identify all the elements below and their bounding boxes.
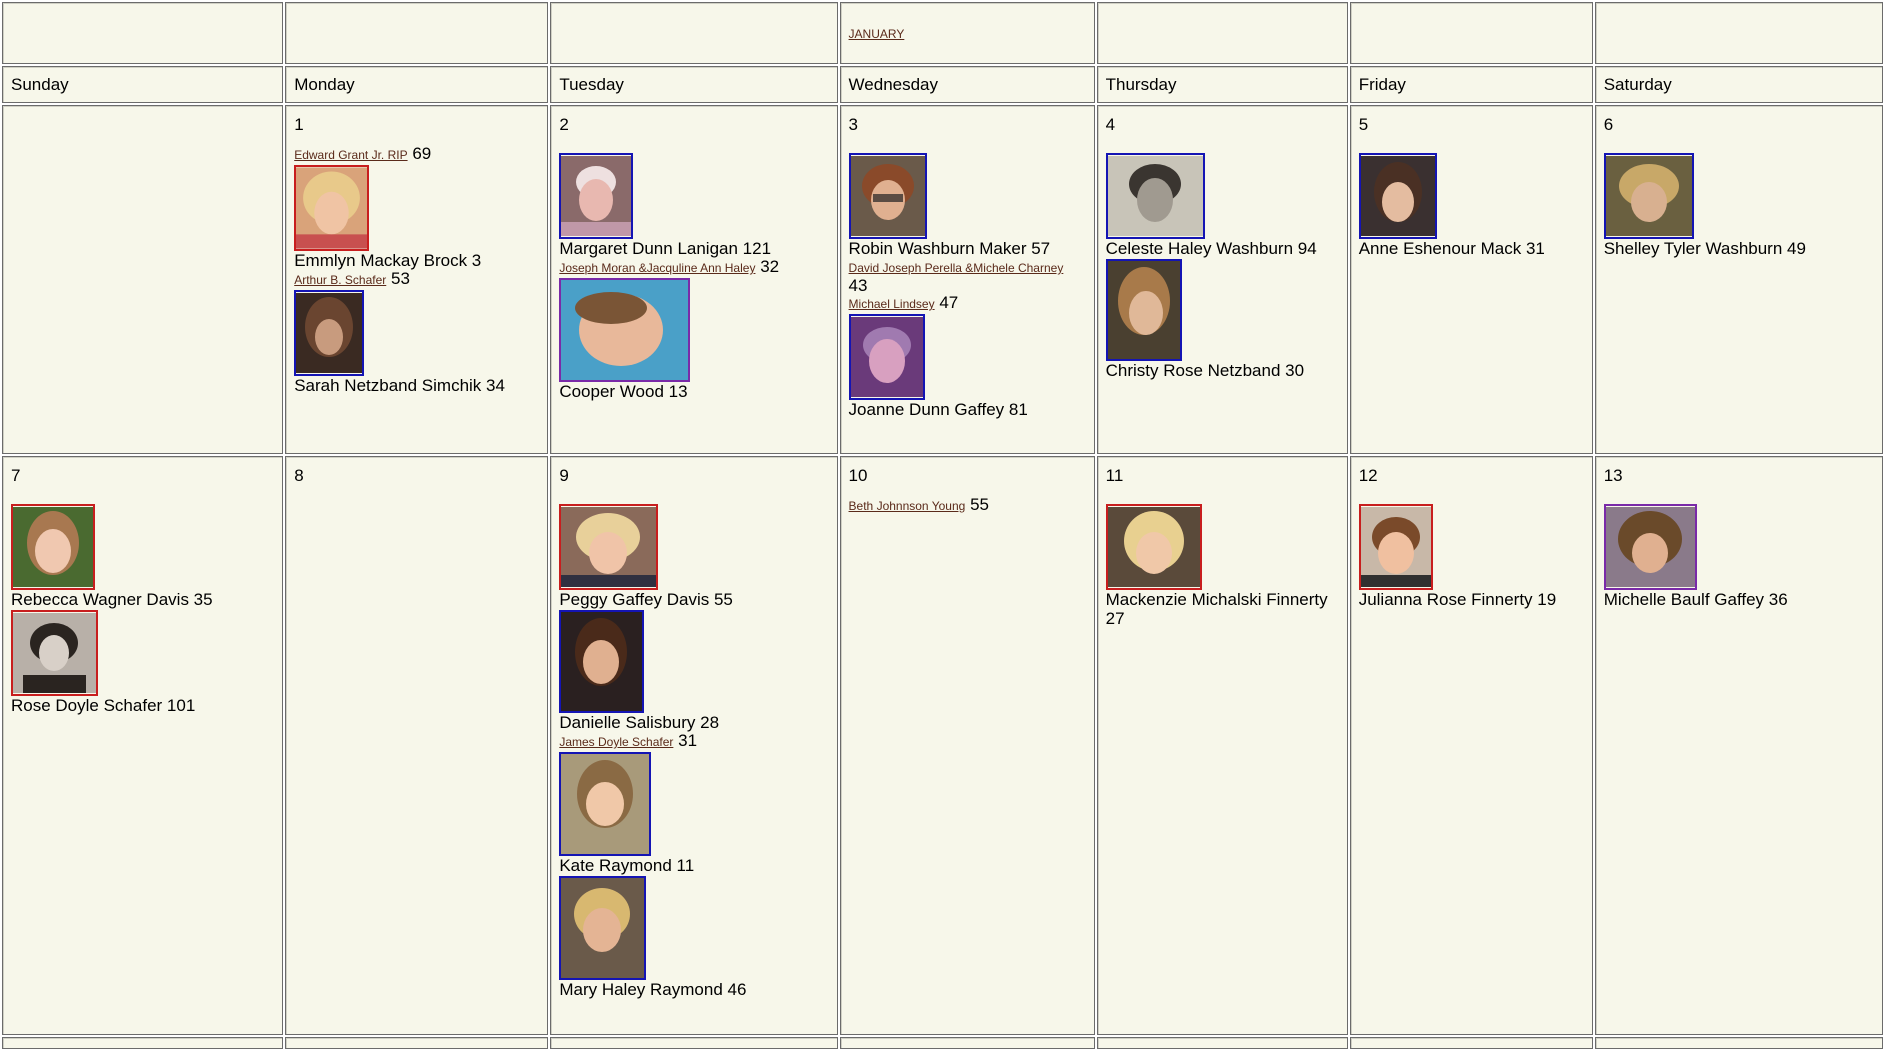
portrait-image (296, 167, 367, 249)
person-name: Danielle Salisbury 28 (559, 713, 720, 732)
portrait-image (13, 612, 96, 694)
portrait-image (851, 155, 925, 237)
day-number: 5 (1358, 115, 1369, 134)
month-link[interactable]: JANUARY (848, 26, 905, 41)
portrait-image (561, 280, 688, 380)
weekday-thursday: Thursday (1097, 66, 1348, 103)
day-cell-2 (550, 105, 837, 454)
person-name: Julianna Rose Finnerty 19 (1358, 590, 1557, 609)
person-photo[interactable] (1106, 153, 1205, 239)
day-number: 13 (1603, 466, 1623, 485)
portrait-image (561, 506, 656, 588)
age: 55 (970, 495, 989, 514)
birthday-link-entry (294, 145, 539, 164)
header-cell-empty (550, 2, 837, 64)
person-photo[interactable] (559, 876, 646, 980)
age: 32 (760, 257, 780, 276)
person-name: Mary Haley Raymond 46 (559, 980, 747, 999)
person-photo[interactable] (1359, 153, 1437, 239)
portrait-image (1606, 506, 1695, 588)
day-cell-4 (1097, 105, 1348, 454)
portrait-image (561, 754, 649, 854)
age: 53 (390, 269, 410, 288)
person-link[interactable]: Michael Lindsey (848, 297, 935, 311)
person-photo[interactable] (559, 153, 633, 239)
person-link[interactable]: Beth Johnnson Young (848, 499, 966, 513)
portrait-image (1108, 506, 1200, 588)
person-link[interactable]: Arthur B. Schafer (294, 273, 387, 287)
day-number: 7 (11, 466, 21, 485)
birthday-link-entry (559, 258, 828, 277)
portrait-image (1108, 155, 1203, 237)
header-cell-empty (1350, 2, 1593, 64)
person-link[interactable]: James Doyle Schafer (559, 735, 674, 749)
weekday-row (2, 66, 1883, 103)
day-number: 6 (1603, 115, 1614, 134)
person-photo[interactable] (11, 610, 98, 696)
week-row (2, 456, 1883, 1035)
person-link[interactable]: David Joseph Perella &Michele Charney (848, 261, 1064, 275)
portrait-image (1361, 506, 1431, 588)
person-name: Christy Rose Netzband 30 (1105, 361, 1305, 380)
birthday-link-entry (849, 496, 1086, 515)
age: 43 (848, 276, 868, 295)
person-name: Kate Raymond 11 (559, 856, 695, 875)
age: 69 (412, 144, 432, 163)
day-cell-partial (285, 1037, 548, 1049)
day-cell-partial (840, 1037, 1095, 1049)
day-number: 4 (1105, 115, 1116, 134)
person-photo[interactable] (849, 314, 925, 400)
person-photo[interactable] (1604, 153, 1694, 239)
day-number: 9 (559, 466, 569, 485)
day-cell-10 (840, 456, 1095, 1035)
day-number: 1 (294, 115, 304, 134)
day-number: 2 (559, 115, 569, 134)
person-photo[interactable] (294, 165, 369, 251)
header-cell-empty (1595, 2, 1883, 64)
day-cell-3 (840, 105, 1095, 454)
person-name: Robin Washburn Maker 57 (848, 239, 1051, 258)
person-link[interactable]: Joseph Moran &Jacquline Ann Haley (559, 261, 756, 275)
age: 47 (939, 293, 959, 312)
weekday-saturday: Saturday (1595, 66, 1883, 103)
portrait-image (296, 292, 362, 374)
week-row (2, 105, 1883, 454)
day-cell-11 (1097, 456, 1348, 1035)
person-photo[interactable] (559, 752, 651, 856)
person-name: Margaret Dunn Lanigan 121 (559, 239, 772, 258)
day-number: 10 (848, 466, 868, 485)
person-name: Michelle Baulf Gaffey 36 (1603, 590, 1788, 609)
weekday-tuesday: Tuesday (550, 66, 837, 103)
age: 31 (678, 731, 698, 750)
person-name: Rebecca Wagner Davis 35 (11, 590, 213, 609)
portrait-image (1361, 155, 1435, 237)
day-cell-5 (1350, 105, 1593, 454)
birthday-link-entry (294, 270, 539, 289)
birthday-link-entry (559, 732, 828, 751)
weekday-monday: Monday (285, 66, 548, 103)
portrait-image (561, 878, 644, 978)
month-header-row (2, 2, 1883, 64)
portrait-image (851, 316, 923, 398)
day-number: 3 (848, 115, 859, 134)
day-cell-partial (550, 1037, 837, 1049)
day-number: 8 (294, 466, 304, 485)
person-photo[interactable] (1106, 259, 1182, 361)
month-title-cell (840, 2, 1095, 64)
person-name: Celeste Haley Washburn 94 (1105, 239, 1317, 258)
birthday-link-entry (849, 294, 1086, 313)
person-name: Shelley Tyler Washburn 49 (1603, 239, 1806, 258)
day-cell-partial (2, 1037, 283, 1049)
portrait-image (1108, 261, 1180, 359)
day-cell-6 (1595, 105, 1883, 454)
person-name: Sarah Netzband Simchik 34 (294, 376, 505, 395)
person-name: Cooper Wood 13 (559, 382, 688, 401)
person-link[interactable]: Edward Grant Jr. RIP (294, 148, 408, 162)
person-photo[interactable] (849, 153, 927, 239)
header-cell-empty (1097, 2, 1348, 64)
portrait-image (1606, 155, 1692, 237)
person-name: Peggy Gaffey Davis 55 (559, 590, 733, 609)
day-number: 12 (1358, 466, 1378, 485)
portrait-image (13, 506, 93, 588)
person-name: Joanne Dunn Gaffey 81 (848, 400, 1028, 419)
person-photo[interactable] (559, 278, 690, 382)
day-cell-1 (285, 105, 548, 454)
week-row (2, 1037, 1883, 1049)
person-photo[interactable] (1604, 504, 1697, 590)
day-number: 11 (1105, 466, 1124, 485)
person-photo[interactable] (294, 290, 364, 376)
header-cell-empty (285, 2, 548, 64)
day-cell-partial (1350, 1037, 1593, 1049)
person-name: Emmlyn Mackay Brock 3 (294, 251, 482, 270)
person-name: Mackenzie Michalski Finnerty 27 (1105, 590, 1328, 628)
person-photo[interactable] (11, 504, 95, 590)
header-cell-empty (2, 2, 283, 64)
day-cell-partial (1097, 1037, 1348, 1049)
weekday-wednesday: Wednesday (840, 66, 1095, 103)
day-cell-empty (2, 105, 283, 454)
day-cell-partial (1595, 1037, 1883, 1049)
person-photo[interactable] (1106, 504, 1202, 590)
birthday-link-entry (849, 258, 1086, 294)
portrait-image (561, 155, 631, 237)
person-name: Anne Eshenour Mack 31 (1358, 239, 1545, 258)
person-photo[interactable] (1359, 504, 1433, 590)
day-cell-8 (285, 456, 548, 1035)
day-cell-7 (2, 456, 283, 1035)
day-cell-9 (550, 456, 837, 1035)
person-name: Rose Doyle Schafer 101 (11, 696, 196, 715)
weekday-sunday: Sunday (2, 66, 283, 103)
person-photo[interactable] (559, 504, 658, 590)
portrait-image (561, 612, 642, 711)
day-cell-13 (1595, 456, 1883, 1035)
weekday-friday: Friday (1350, 66, 1593, 103)
person-photo[interactable] (559, 610, 644, 713)
day-cell-12 (1350, 456, 1593, 1035)
